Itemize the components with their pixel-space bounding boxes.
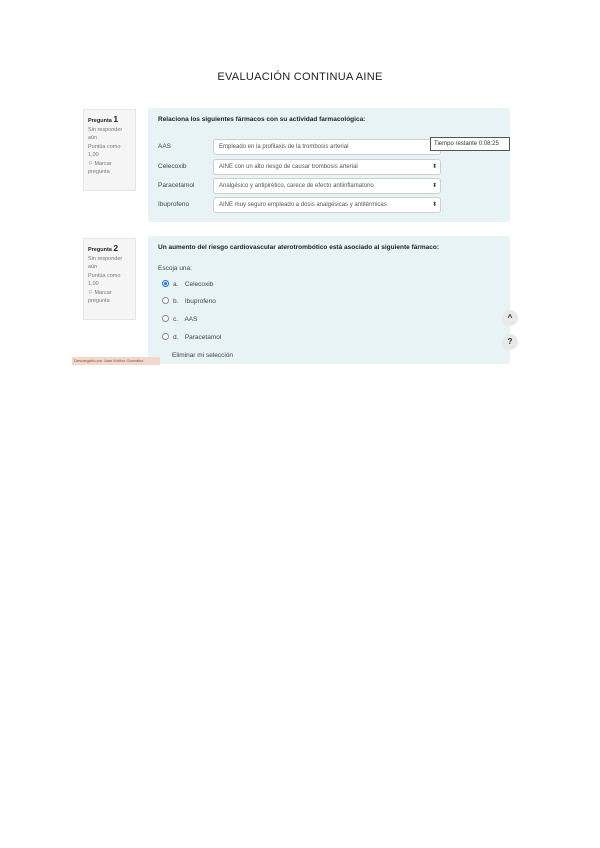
question-1-text: Relaciona los siguientes fármacos con su actividad farmacológica:	[158, 116, 366, 123]
match-row	[158, 197, 498, 213]
question-2-info	[83, 238, 136, 320]
question-1-box	[148, 108, 510, 222]
question-2-text: Un aumento del riesgo cardiovascular aterotrombótico está asociado al siguiente fármaco:	[158, 244, 440, 251]
match-drug-label: Celecoxib	[158, 163, 187, 170]
select-arrow-icon: ⬍	[431, 164, 437, 170]
match-drug-label: Paracetamol	[158, 182, 195, 189]
flag-icon: ⚐	[88, 290, 93, 297]
match-select-aas[interactable]: Empleado en la profilaxis de la trombosis arterial	[213, 139, 441, 155]
chevron-up-icon: ^	[507, 313, 513, 322]
help-button[interactable]	[502, 334, 518, 350]
question-2-flag[interactable]: ⚐ Marcar pregunta	[88, 290, 112, 304]
question-2-box	[148, 236, 510, 364]
match-row	[158, 159, 498, 175]
match-select-celecoxib[interactable]: AINE con un alto riesgo de causar trombosis arterial ⬍	[213, 159, 441, 175]
question-2-points: Puntúa como 1,00	[88, 273, 121, 287]
match-drug-label: Ibuprofeno	[158, 201, 190, 208]
question-1-flag[interactable]: ⚐ Marcar pregunta	[88, 161, 112, 175]
option-b[interactable]: b. Ibuprofeno	[162, 298, 216, 308]
question-2-status: Sin responder aún	[88, 256, 123, 270]
option-a[interactable]: a. Celecoxib	[162, 281, 213, 291]
radio-icon[interactable]	[162, 333, 169, 340]
select-arrow-icon: ⬍	[431, 202, 437, 208]
clear-selection-link[interactable]: Eliminar mi selección	[172, 352, 234, 359]
radio-checked-icon[interactable]	[162, 280, 169, 287]
footer-download-link[interactable]: Descargado por Juan Muñoz González	[72, 357, 160, 365]
question-1-points: Puntúa como 1,00	[88, 144, 121, 158]
question-1-number: Pregunta 1	[88, 114, 119, 124]
question-2-number: Pregunta 2	[88, 243, 119, 253]
match-select-ibuprofeno[interactable]: AINE muy seguro empleado a dosis analgésicas y antitérmicas ⬍	[213, 197, 441, 213]
page-title: EVALUACIÓN CONTINUA AINE	[217, 71, 383, 83]
timer-display: Tiempo restante 0:08:25	[430, 137, 510, 151]
match-select-paracetamol[interactable]: Analgésico y antipirético, carece de efecto antiinflamatorio ⬍	[213, 178, 441, 194]
select-arrow-icon: ⬍	[431, 183, 437, 189]
option-c[interactable]: c. AAS	[162, 316, 197, 326]
match-drug-label: AAS	[158, 143, 172, 150]
radio-icon[interactable]	[162, 297, 169, 304]
flag-icon: ⚐	[88, 161, 93, 168]
match-row	[158, 178, 498, 194]
option-d[interactable]: d. Paracetamol	[162, 334, 221, 344]
question-1-info	[83, 109, 136, 191]
question-1-status: Sin responder aún	[88, 127, 123, 141]
scroll-top-button[interactable]	[502, 310, 518, 326]
radio-icon[interactable]	[162, 315, 169, 322]
choice-prompt: Escoja una:	[158, 265, 192, 272]
help-icon: ?	[507, 337, 513, 346]
